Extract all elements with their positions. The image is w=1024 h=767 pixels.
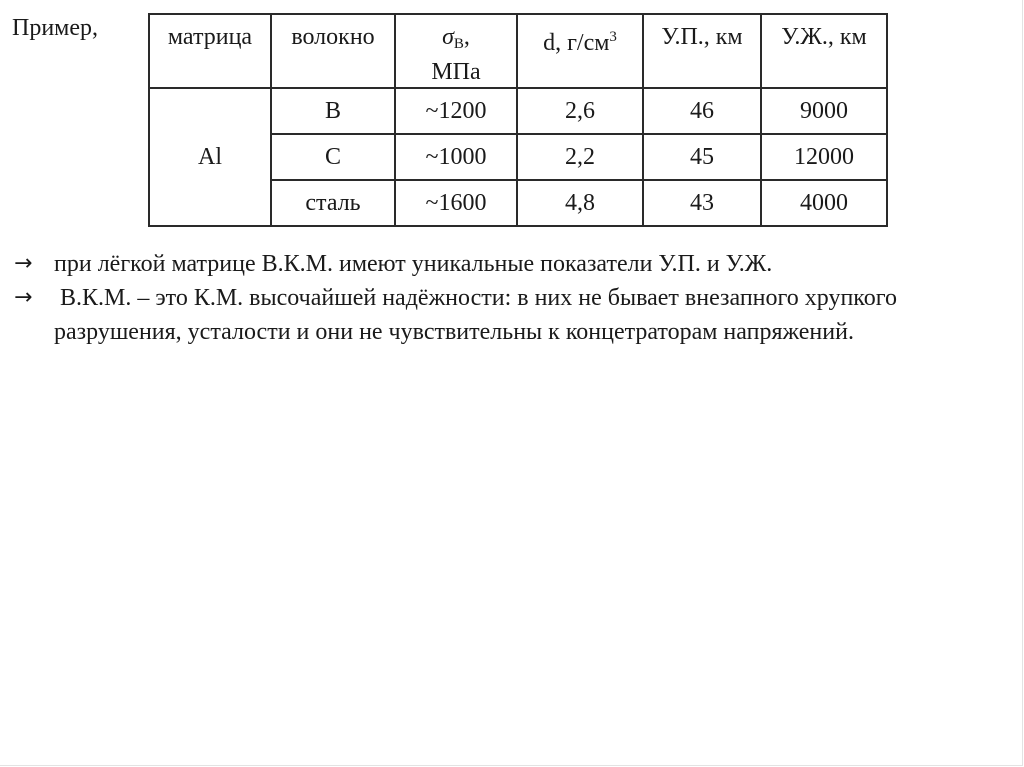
intro-label: Пример, bbox=[12, 15, 99, 41]
cell-strength: ~1000 bbox=[395, 134, 517, 180]
density-superscript: 3 bbox=[609, 29, 617, 45]
cell-fiber: B bbox=[271, 88, 395, 134]
properties-table bbox=[148, 13, 888, 227]
cell-specific-stiffness: 12000 bbox=[761, 134, 887, 180]
header-specific-strength: У.П., км bbox=[643, 14, 761, 88]
bullet-list bbox=[14, 247, 1014, 349]
cell-specific-strength: 43 bbox=[643, 180, 761, 226]
cell-density: 2,6 bbox=[517, 88, 643, 134]
list-item bbox=[14, 247, 1014, 281]
header-fiber: волокно bbox=[271, 14, 395, 88]
cell-specific-stiffness: 9000 bbox=[761, 88, 887, 134]
arrow-right-icon: → bbox=[14, 251, 33, 276]
cell-fiber: сталь bbox=[271, 180, 395, 226]
header-specific-stiffness: У.Ж., км bbox=[761, 14, 887, 88]
header-matrix: матрица bbox=[149, 14, 271, 88]
header-density: d, $г/см^3$ bbox=[517, 14, 643, 88]
cell-density: 2,2 bbox=[517, 134, 643, 180]
list-item bbox=[14, 281, 1014, 349]
table-row bbox=[149, 88, 887, 134]
header-strength: $\sigma_B$, МПа bbox=[395, 14, 517, 88]
cell-specific-stiffness: 4000 bbox=[761, 180, 887, 226]
cell-fiber: C bbox=[271, 134, 395, 180]
arrow-right-icon: → bbox=[14, 285, 33, 310]
cell-specific-strength: 45 bbox=[643, 134, 761, 180]
cell-strength: ~1200 bbox=[395, 88, 517, 134]
cell-specific-strength: 46 bbox=[643, 88, 761, 134]
cell-density: 4,8 bbox=[517, 180, 643, 226]
bullet-text: В.К.М. – это К.М. высочайшей надёжности: в них не бывает внезапного хрупкого разрушения, усталости и они не чувствительны к концетраторам напряжений. bbox=[54, 285, 903, 345]
bullet-text: при лёгкой матрице В.К.М. имеют уникальные показатели У.П. и У.Ж. bbox=[54, 251, 773, 277]
sigma-symbol: σ bbox=[442, 24, 454, 50]
table-header-row bbox=[149, 14, 887, 88]
sigma-subscript: B bbox=[453, 36, 464, 52]
cell-matrix: Al bbox=[149, 88, 271, 226]
cell-strength: ~1600 bbox=[395, 180, 517, 226]
strength-unit: МПа bbox=[431, 59, 481, 85]
